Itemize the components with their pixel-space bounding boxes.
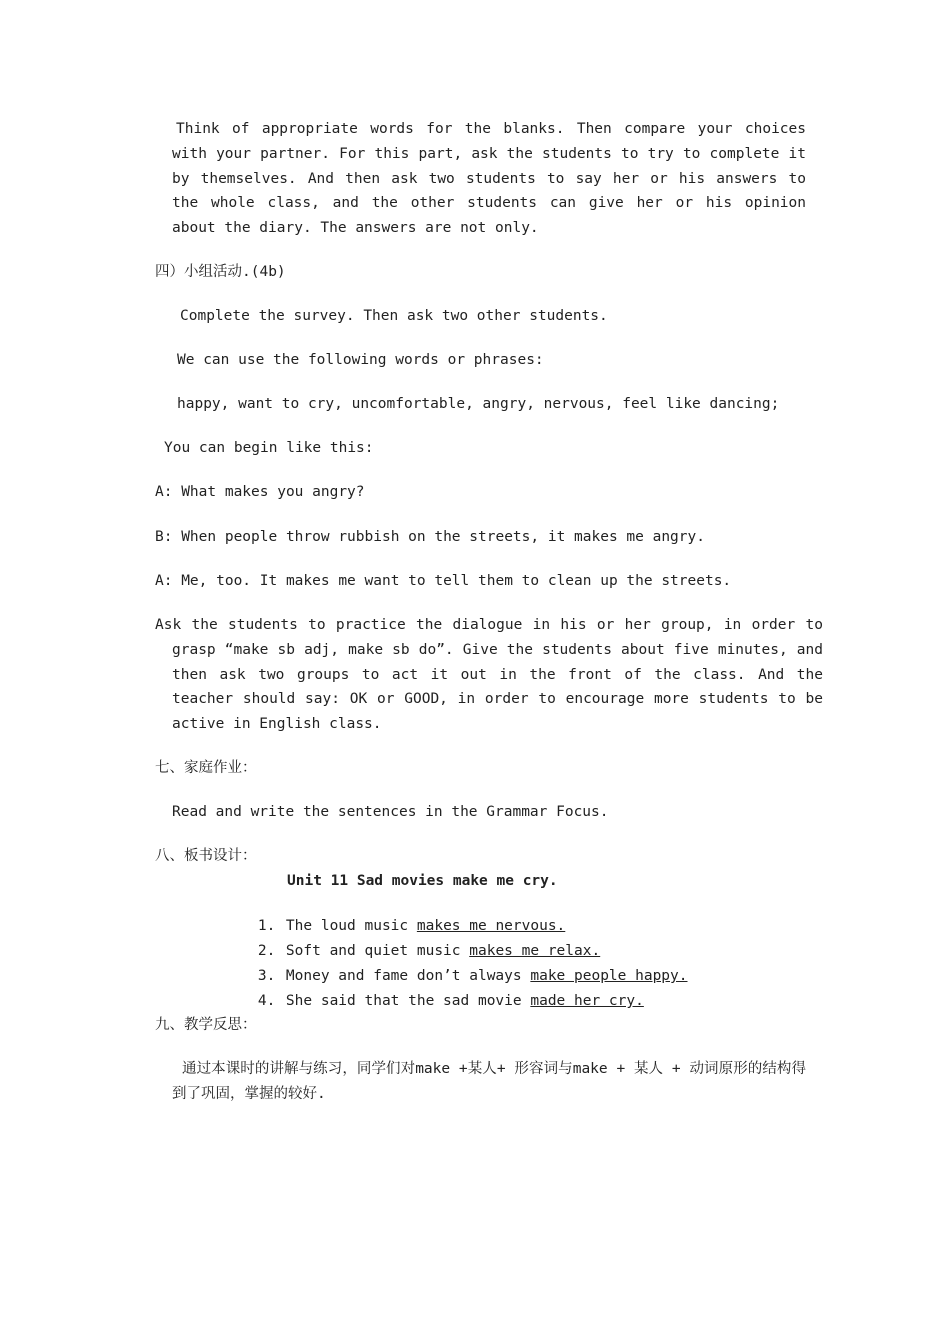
board-item-underlined: makes me relax.: [469, 943, 601, 959]
board-title: Unit 11 Sad movies make me cry.: [287, 873, 558, 889]
dialogue-line-b1: B: When people throw rubbish on the streets, it makes me angry.: [155, 529, 705, 545]
homework-text: Read and write the sentences in the Grammar Focus.: [172, 804, 609, 820]
board-item-underlined: make people happy.: [530, 968, 688, 984]
begin-instruction: You can begin like this:: [164, 440, 374, 456]
board-item-number: 2.: [257, 943, 276, 959]
section-heading-group-activity: 四）小组活动.(4b): [155, 264, 286, 280]
reflection-text: 通过本课时的讲解与练习，同学们对make +某人+ 形容词与make + 某人 + 动词原形的结构得到了巩固，掌握的较好.: [172, 1061, 806, 1102]
board-item: [223, 971, 644, 1031]
board-item-number: 3.: [257, 968, 276, 984]
board-item-number: 4.: [257, 993, 276, 1009]
dialogue-line-a2: A: Me, too. It makes me want to tell them to clean up the streets.: [155, 573, 732, 589]
board-item-number: 1.: [257, 918, 276, 934]
dialogue-line-a1: A: What makes you angry?: [155, 484, 365, 500]
words-instruction: We can use the following words or phrases:: [177, 352, 544, 368]
board-item-text: Money and fame don’t always: [285, 968, 531, 984]
board-item-underlined: made her cry.: [530, 993, 644, 1009]
section-heading-board-design: 八、板书设计：: [155, 848, 257, 864]
board-item-text: The loud music: [285, 918, 417, 934]
paragraph-practice: Ask the students to practice the dialogue in his or her group, in order to grasp “make sb adj, make sb do”. Give the students about five minutes, and then ask two groups to act it out in the front of the class. And the teacher should say: OK or GOOD, in order to encourage more students to be active in English class.: [155, 617, 823, 733]
board-item-text: She said that the sad movie: [285, 993, 531, 1009]
word-list: happy, want to cry, uncomfortable, angry, nervous, feel like dancing;: [177, 396, 780, 412]
section-heading-reflection: 九、教学反思：: [155, 1017, 257, 1033]
board-item-underlined: makes me nervous.: [416, 918, 566, 934]
survey-instruction: Complete the survey. Then ask two other students.: [180, 308, 608, 324]
board-item-text: Soft and quiet music: [285, 943, 470, 959]
section-heading-homework: 七、家庭作业：: [155, 760, 257, 776]
paragraph-think: Think of appropriate words for the blanks. Then compare your choices with your partner. For this part, ask the students to try to complete it by themselves. And then ask two students to say her or his answers to the whole class, and the other students can give her or his opinion about the diary. The answers are not only.: [172, 121, 806, 237]
